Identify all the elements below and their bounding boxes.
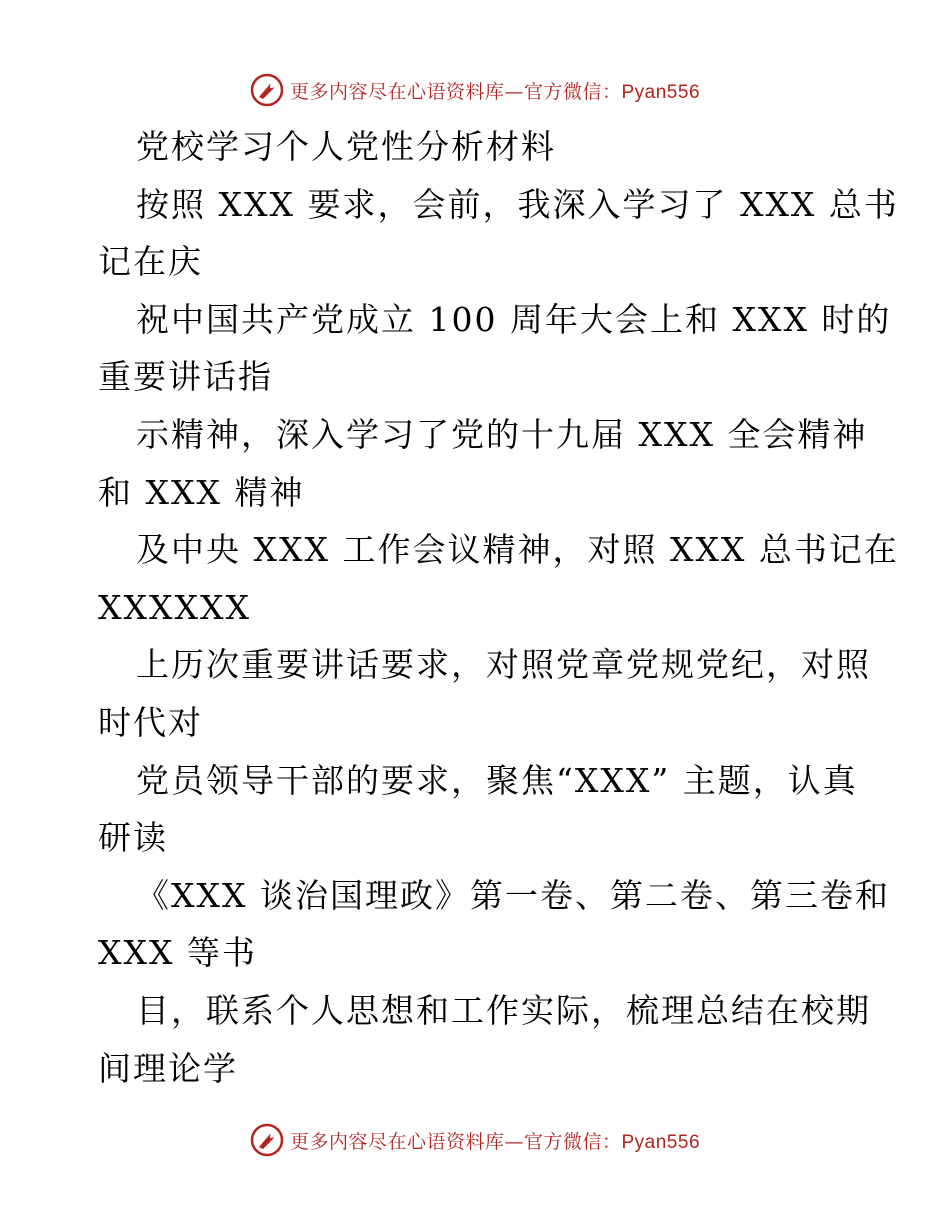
paragraph-line: 及中央 XXX 工作会议精神，对照 XXX 总书记在 [136,530,899,570]
header-wechat-label: 官方微信： [523,80,622,103]
header-wechat-id: Pyan556 [621,81,701,103]
paragraph-line: 党员领导干部的要求，聚焦“XXX” 主题，认真 [136,760,858,800]
header-banner-text [290,77,700,104]
paragraph-line: 示精神，深入学习了党的十九届 XXX 全会精神 [136,414,868,454]
document-body [98,118,899,1097]
paragraph-line: 记在庆 [98,242,203,282]
paragraph-line: 目，联系个人思想和工作实际，梳理总结在校期 [136,990,871,1030]
paragraph-line: 祝中国共产党成立 100 周年大会上和 XXX 时的 [136,299,892,339]
paragraph-line: 研读 [98,818,168,858]
pen-nib-logo-icon [250,1123,284,1157]
paragraph-line: 上历次重要讲话要求，对照党章党规党纪，对照 [136,645,871,685]
paragraph-line: 时代对 [98,702,203,742]
paragraph-line: 重要讲话指 [98,357,273,397]
footer-banner-text [290,1127,700,1154]
footer-banner-separator: — [504,1130,524,1153]
footer-wechat-id: Pyan556 [621,1131,701,1153]
paragraph-line: 和 XXX 精神 [98,472,305,512]
paragraph-line: 间理论学 [98,1048,238,1088]
header-banner-title: 更多内容尽在心语资料库 [289,80,505,103]
header-banner-separator: — [504,80,524,103]
footer-wechat-label: 官方微信： [523,1130,622,1153]
paragraph-line: 《XXX 谈治国理政》第一卷、第二卷、第三卷和 [136,875,890,915]
document-title: 党校学习个人党性分析材料 [136,127,556,166]
pen-nib-logo-icon [250,73,284,107]
paragraph-line: 按照 XXX 要求，会前，我深入学习了 XXX 总书 [136,184,899,224]
footer-banner-title: 更多内容尽在心语资料库 [289,1130,505,1153]
paragraph-line: XXX 等书 [98,933,257,973]
header-banner [0,70,950,110]
footer-banner [0,1120,950,1160]
paragraph-line: XXXXXX [98,587,251,627]
